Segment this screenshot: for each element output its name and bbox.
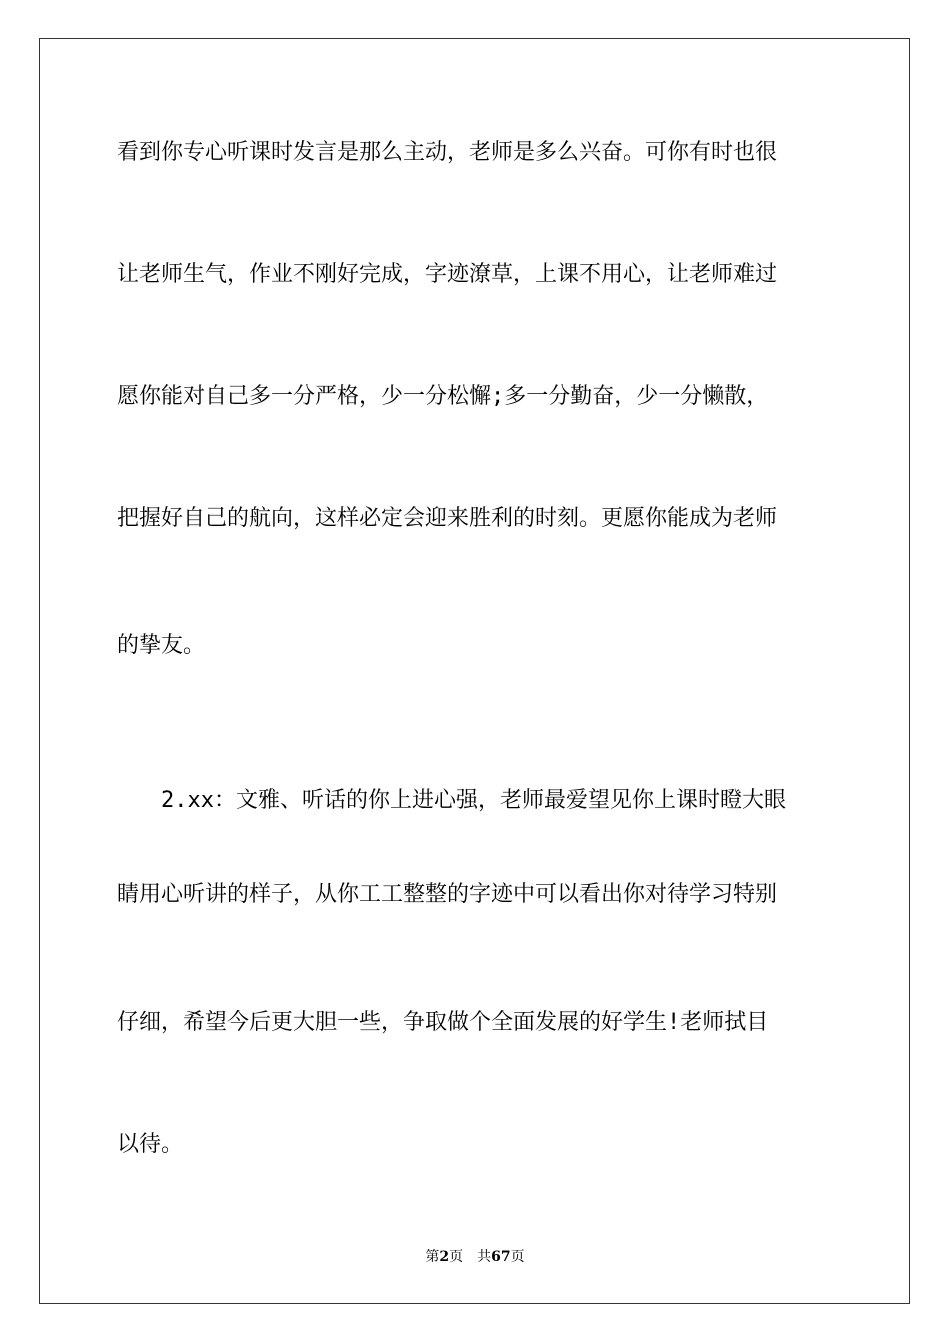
total-pages: 67 — [491, 1249, 511, 1265]
body-line-7: 睛用心听讲的样子，从你工工整整的字迹中可以看出你对待学习特别 — [117, 882, 778, 907]
body-line-6: 2.xx：文雅、听话的你上进心强，老师最爱望见你上课时瞪大眼 — [161, 788, 786, 813]
body-line-2: 让老师生气，作业不刚好完成，字迹潦草，上课不用心，让老师难过 — [117, 262, 778, 287]
body-line-3: 愿你能对自己多一分严格，少一分松懈;多一分勤奋，少一分懒散， — [117, 384, 769, 409]
total-suffix: 页 — [510, 1249, 525, 1265]
page-prefix: 第 — [425, 1249, 440, 1265]
body-line-4: 把握好自己的航向，这样必定会迎来胜利的时刻。更愿你能成为老师 — [117, 506, 778, 531]
body-line-1: 看到你专心听课时发言是那么主动，老师是多么兴奋。可你有时也很 — [117, 140, 778, 165]
body-line-9: 以待。 — [117, 1132, 184, 1157]
body-line-8: 仔细，希望今后更大胆一些，争取做个全面发展的好学生!老师拭目 — [117, 1010, 769, 1035]
page-number: 2 — [439, 1249, 450, 1265]
page-border — [39, 38, 910, 1304]
page-suffix: 页 — [449, 1249, 464, 1265]
body-line-5: 的挚友。 — [117, 633, 206, 658]
page-footer — [0, 1248, 950, 1266]
total-prefix: 共 — [477, 1249, 492, 1265]
